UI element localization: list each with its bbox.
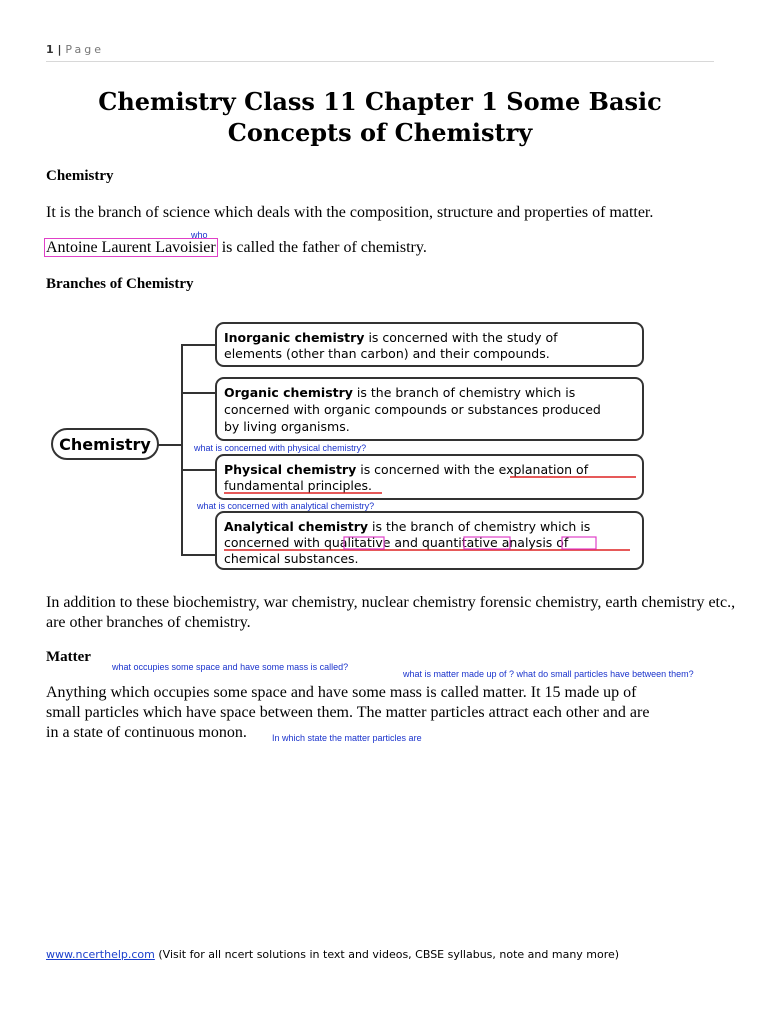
page-number: 1 xyxy=(46,43,54,56)
header-rule xyxy=(46,61,714,62)
physical-line1-rest: is concerned with the explanation of xyxy=(356,462,589,477)
organic-line2: concerned with organic compounds or substances produced xyxy=(224,402,601,417)
annotation-who: who xyxy=(191,230,208,240)
annotation-matter-3: In which state the matter particles are xyxy=(272,733,422,743)
organic-line3: by living organisms. xyxy=(224,419,350,434)
inorganic-term: Inorganic chemistry xyxy=(224,330,365,345)
inorganic-line1 xyxy=(224,330,558,345)
organic-line1-rest: is the branch of chemistry which is xyxy=(352,385,576,400)
physical-line2: fundamental principles. xyxy=(224,478,373,493)
heading-chemistry: Chemistry xyxy=(46,168,114,184)
annotation-matter-2: what is matter made up of ? what do small particles have between them? xyxy=(403,669,694,679)
analytical-line1-rest: is the branch of chemistry which is xyxy=(368,519,591,534)
annotation-physical: what is concerned with physical chemistry? xyxy=(194,443,367,453)
lavoisier-sentence xyxy=(44,238,427,258)
chemistry-definition: It is the branch of science which deals with the composition, structure and properties of matter. xyxy=(46,204,654,221)
matter-line-3: in a state of continuous monon. xyxy=(46,724,247,741)
analytical-term: Analytical chemistry xyxy=(224,519,369,534)
annotation-matter-1: what occupies some space and have some mass is called? xyxy=(112,662,349,672)
matter-line-1: Anything which occupies some space and have some mass is called matter. It 15 made up of xyxy=(46,684,637,701)
annotation-analytical: what is concerned with analytical chemistry? xyxy=(197,501,375,511)
lavoisier-highlight[interactable]: Antoine Laurent Lavoisier xyxy=(46,239,216,256)
analytical-line3: chemical substances. xyxy=(224,551,359,566)
lavoisier-rest: is called the father of chemistry. xyxy=(217,239,427,256)
branches-paragraph: In addition to these biochemistry, war chemistry, nuclear chemistry forensic chemistry, earth chemistry etc., are other branches of chemistry. xyxy=(46,594,736,631)
physical-term: Physical chemistry xyxy=(224,462,357,477)
page-footer xyxy=(46,948,619,961)
matter-line-2: small particles which have space between them. The matter particles attract each other and are xyxy=(46,704,650,721)
inorganic-line1-rest: is concerned with the study of xyxy=(364,330,558,345)
organic-line1 xyxy=(224,385,575,400)
inorganic-line2: elements (other than carbon) and their compounds. xyxy=(224,346,550,361)
page-separator: | xyxy=(53,43,66,56)
physical-line1 xyxy=(224,462,589,477)
page-title: Chemistry Class 11 Chapter 1 Some Basic Concepts of Chemistry xyxy=(98,87,662,147)
analytical-line1 xyxy=(224,519,590,534)
heading-matter: Matter xyxy=(46,649,91,665)
page-label: Page xyxy=(65,43,104,56)
root-node-label: Chemistry xyxy=(59,435,151,454)
organic-term: Organic chemistry xyxy=(224,385,353,400)
footer-text: (Visit for all ncert solutions in text and videos, CBSE syllabus, note and many more) xyxy=(154,948,620,961)
analytical-line2: concerned with qualitative and quantitative analysis of xyxy=(224,535,569,550)
heading-branches: Branches of Chemistry xyxy=(46,276,194,292)
page-header xyxy=(46,43,104,56)
footer-link[interactable]: www.ncerthelp.com xyxy=(46,948,155,961)
